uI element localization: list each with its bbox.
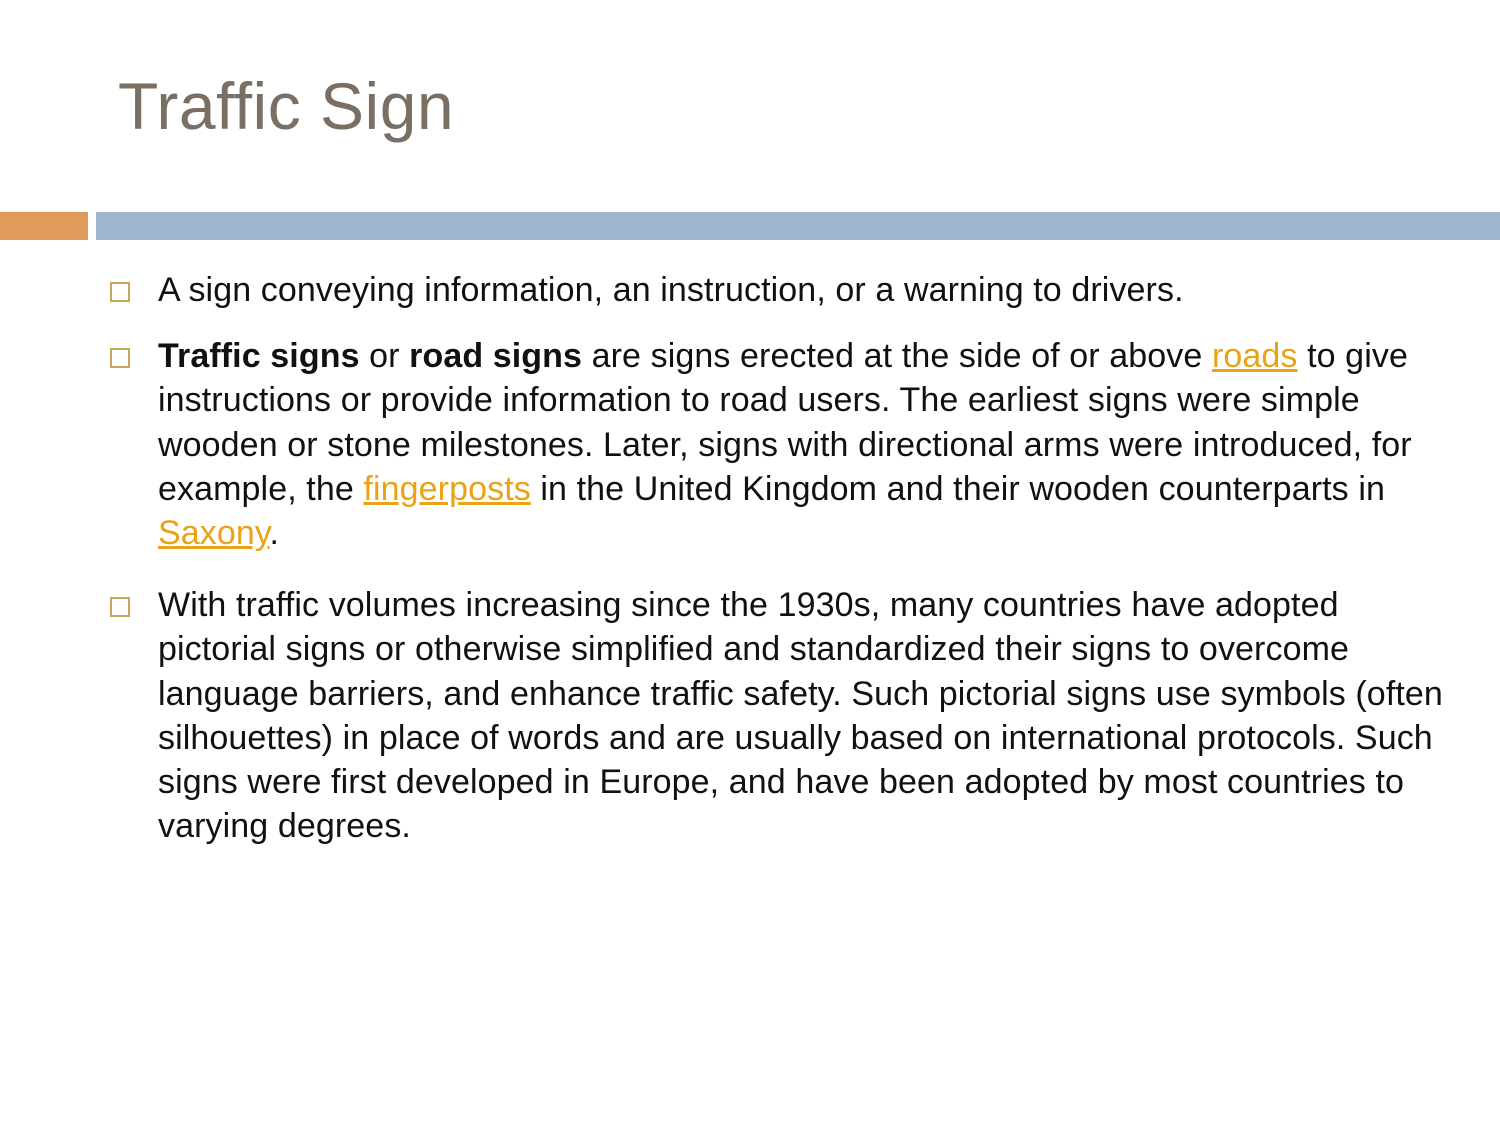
link-roads[interactable]: roads (1211, 337, 1298, 376)
bullet-2-seg-or: or (359, 337, 410, 376)
list-item (110, 268, 1450, 312)
page-title: Traffic Sign (118, 69, 455, 143)
divider-bar (96, 212, 1500, 240)
bullet-2-text (158, 334, 1450, 555)
bullet-2-seg-body-3: in the United Kingdom and their wooden counterparts in (530, 469, 1385, 508)
list-item (110, 583, 1450, 848)
bullet-2-bold-road-signs: road signs (409, 337, 583, 376)
bullet-3-text: With traffic volumes increasing since the 1930s, many countries have adopted pictorial signs or otherwise simplified and standardized their signs to overcome language barriers, and enhance traffic safety. Such pictorial signs use symbols (often silhouettes) in place of words and are usually based on international protocols. Such signs were first developed in Europe, and have been adopted by most countries to varying degrees. (158, 586, 1443, 846)
bullet-1-text: A sign conveying information, an instruction, or a warning to drivers. (158, 271, 1184, 309)
link-fingerposts[interactable]: fingerposts (363, 469, 531, 508)
square-bullet-icon (110, 597, 130, 617)
bullet-2-seg-body-1: are signs erected at the side of or above (582, 337, 1212, 376)
slide-body (110, 268, 1450, 864)
square-bullet-icon (110, 348, 130, 368)
bullet-2-bold-traffic-signs: Traffic signs (158, 337, 360, 376)
list-item (110, 334, 1450, 555)
square-bullet-icon (110, 282, 130, 302)
title-divider (0, 212, 1500, 240)
bullet-2-seg-period: . (269, 513, 280, 552)
link-saxony[interactable]: Saxony (158, 513, 270, 552)
bullet-2-seg-body-2: to give instructions or provide information to road users. The earliest signs were simple wooden or stone milestones. Later, signs with directional arms were introduced, for example, the (158, 337, 1412, 508)
divider-accent-block (0, 212, 88, 240)
